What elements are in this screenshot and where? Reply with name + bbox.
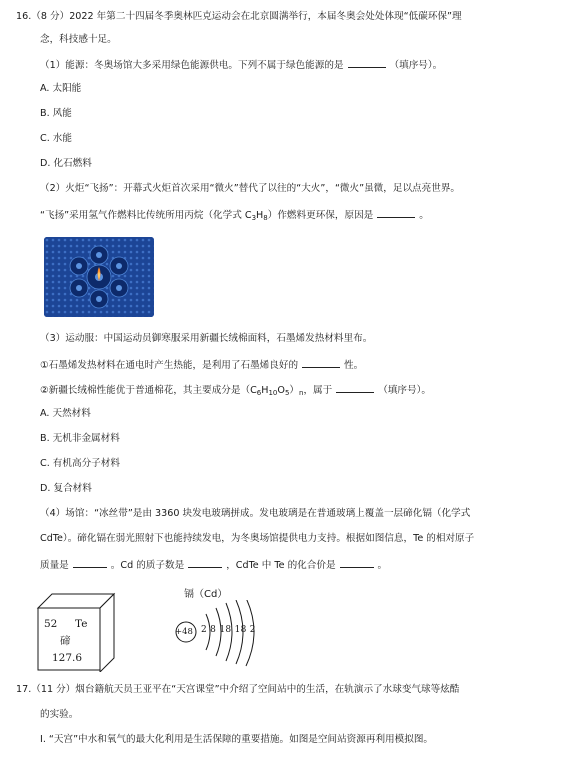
element-name: 碲 <box>60 635 71 647</box>
answer-blank[interactable] <box>188 557 222 568</box>
answer-blank[interactable] <box>377 207 415 218</box>
answer-blank[interactable] <box>336 382 374 393</box>
answer-blank[interactable] <box>348 57 386 68</box>
q16-part3-option-d: D. 复合材料 <box>40 483 92 494</box>
q16-part1-option-b: B. 风能 <box>40 108 72 119</box>
element-atomic-mass: 127.6 <box>52 652 83 664</box>
q16-stem-line1: 16.（8 分）2022 年第二十四届冬季奥林匹克运动会在北京圆满举行，本届冬奥会处处体现“低碳环保”理 <box>16 11 462 22</box>
q16-part1-option-d: D. 化石燃料 <box>40 158 92 169</box>
element-symbol: Te <box>75 618 88 630</box>
q16-part2-line1: （2）火炬“飞扬”：开幕式火炬首次采用“微火”替代了以往的“大火”，“微火”虽微，足以点亮世界。 <box>40 183 461 194</box>
q16-part1-option-a: A. 太阳能 <box>40 83 82 94</box>
q16-part4-line3: 质量是 。Cd 的质子数是 ，CdTe 中 Te 的化合价是 。 <box>40 557 387 573</box>
q16-part1-option-c: C. 水能 <box>40 133 72 144</box>
q16-part3-option-c: C. 有机高分子材料 <box>40 458 120 469</box>
atom-nucleus-charge: +48 <box>175 627 193 637</box>
q16-stem-line2: 念，科技感十足。 <box>40 34 117 45</box>
snowflake-torch-icon <box>44 237 154 317</box>
q17-part1-stem: Ⅰ. “天宫”中水和氧气的最大化利用是生活保障的重要措施。如图是空间站资源再利用模拟图。 <box>40 734 434 745</box>
answer-blank[interactable] <box>302 357 340 368</box>
q16-part3-sub1: ①石墨烯发热材料在通电时产生热能，是利用了石墨烯良好的 性。 <box>40 357 363 373</box>
torch-image <box>44 237 154 317</box>
q17-stem-line1: 17.（11 分）烟台籍航天员王亚平在“天宫课堂”中介绍了空间站中的生活，在轨演示了水球变气球等炫酷 <box>16 684 460 695</box>
q16-part3-option-a: A. 天然材料 <box>40 408 91 419</box>
q16-part3-sub2: ②新疆长绒棉性能优于普通棉花，其主要成分是$(C_6H_{10}O_5)_n$，属于 （填序号）。 <box>40 382 431 400</box>
atom-shell-electrons: 2 8 18 18 2 <box>201 625 256 635</box>
q16-part4-line2: CdTe）。碲化镉在弱光照射下也能持续发电，为冬奥场馆提供电力支持。根据如图信息，Te 的相对原子 <box>40 533 475 544</box>
q16-part3-option-b: B. 无机非金属材料 <box>40 433 120 444</box>
q16-part1-stem: （1）能源：冬奥场馆大多采用绿色能源供电。下列不属于绿色能源的是 （填序号）。 <box>40 57 442 73</box>
element-atomic-number: 52 <box>44 618 58 630</box>
answer-blank[interactable] <box>73 557 107 568</box>
q17-stem-line2: 的实验。 <box>40 709 79 720</box>
q16-part4-line1: （4）场馆：“冰丝带”是由 3360 块发电玻璃拼成。发电玻璃是在普通玻璃上覆盖一层碲化镉（化学式 <box>40 508 471 519</box>
atom-diagram-title: 镉（Cd） <box>184 589 228 600</box>
q16-part2-line2: “飞扬”采用氢气作燃料比传统所用丙烷（化学式 $C_3H_8$）作燃料更环保，原因是 。 <box>40 207 429 225</box>
q16-part3-stem: （3）运动服：中国运动员御寒服采用新疆长绒棉面料，石墨烯发热材料里布。 <box>40 333 373 344</box>
answer-blank[interactable] <box>340 557 374 568</box>
